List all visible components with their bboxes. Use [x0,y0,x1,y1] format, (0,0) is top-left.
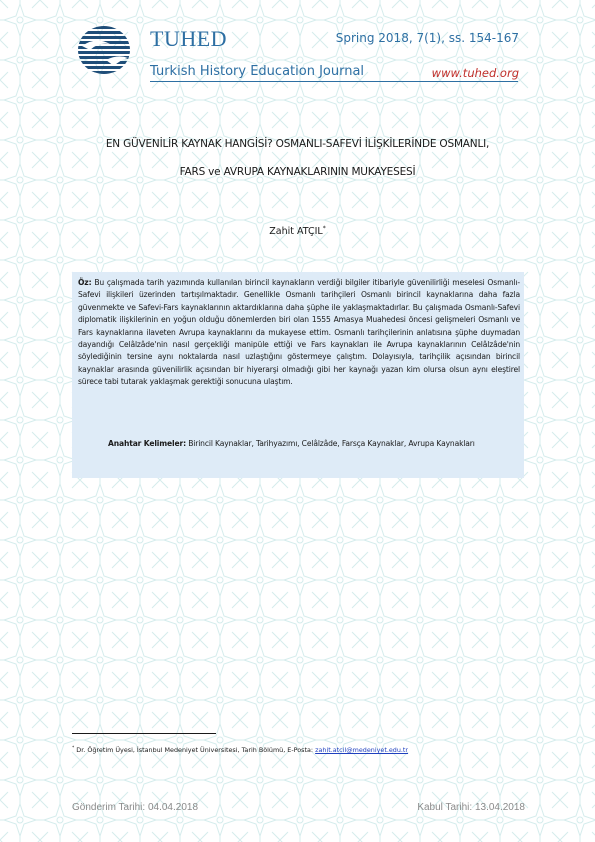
keywords-list: Birincil Kaynaklar, Tarihyazımı, Celâlzâde, Farsça Kaynaklar, Avrupa Kaynakları [188,439,475,448]
footnote-mark: * [72,746,75,751]
author-line [70,225,525,237]
abstract-paragraph [78,277,520,389]
striped-globe-icon [76,24,132,76]
keywords-label: Anahtar Kelimeler: [108,439,186,448]
journal-name: Turkish History Education Journal [150,64,365,79]
author-email-link[interactable]: zahit.atcil@medeniyet.edu.tr [315,746,409,755]
keywords-paragraph [78,434,520,453]
footnote-divider [72,733,216,734]
article-title-line-2: FARS ve AVRUPA KAYNAKLARININ MUKAYESESİ [179,166,416,178]
abstract-label: Öz: [78,278,92,287]
article-title-line-1: EN GÜVENİLİR KAYNAK HANGİSİ? OSMANLI-SAFEVİ İLİŞKİLERİNDE OSMANLI, [105,138,490,150]
footnote-text: Dr. Öğretim Üyesi, İstanbul Medeniyet Üniversitesi, Tarih Bölümü, E-Posta: [76,746,314,755]
journal-brand: TUHED [150,26,228,51]
header-divider [150,81,518,82]
footnote [72,746,408,754]
author-name: Zahit ATÇIL [269,226,323,238]
abstract-text: Bu çalışmada tarih yazımında kullanılan birincil kaynakların verdiği bilgiler itibariyle güvenilirliği meselesi Osmanlı-Safevi ilişkileri üzerinden tartışılmaktadır. Genellikle Osmanlı tarihçileri Osmanlı birincil kaynaklarına daha fazla güvenmekte ve Safevi-Fars kaynaklarının aktardıklarına daha şüphe ile yaklaşmaktadırlar. Bu çalışmada Osmanlı-Safevi diplomatik ilişkilerinin en yoğun olduğu dönemlerden biri olan 1555 Amasya Muahedesi öncesi gelişmeleri Osmanlı ve Fars kaynaklarına ilaveten Avrupa kaynaklarını da mukayese ettim. Osmanlı tarihçilerinin anlatısına şüphe duymadan dayandığı Celâlzâde'nin nasıl gerçekliği manipüle ettiği ve Fars kaynakları ile Avrupa kaynaklarının Celâlzâde'nin söylediğinin tersine aynı noktalarda nasıl uzlaştığını göstermeye çalıştım. Dolayısıyla, tarihçilik açısından birincil kaynaklar arasında güvenilirlik açısından bir hiyerarşi olmadığı gibi her kaynağı yazan kim olursa olsun aynı eleştirel sürece tabi tutarak yaklaşmak gerektiği sonucuna ulaştım. [78,278,520,387]
acceptance-date: Kabul Tarihi: 13.04.2018 [417,802,525,813]
submission-date: Gönderim Tarihi: 04.04.2018 [72,802,199,813]
author-footnote-mark[interactable]: * [322,225,326,232]
issue-info: Spring 2018, 7(1), ss. 154-167 [335,31,519,45]
journal-url-link[interactable]: www.tuhed.org [431,66,519,80]
